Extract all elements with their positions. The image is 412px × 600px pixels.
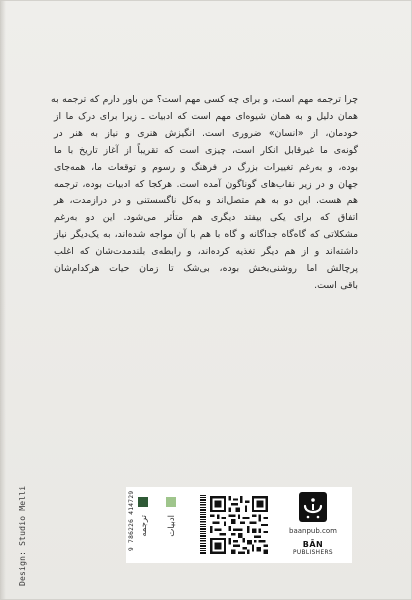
blurb-line: بوده، و به‌رغم تغییرات بزرگ در فرهنگ و رسوم و توقعات ما، همه‌جای <box>54 161 358 173</box>
publisher-block <box>278 491 348 561</box>
ban-logo-icon <box>299 492 327 522</box>
blurb-line: همان دلیل و به همان شیوه‌ای مهم است که ادبیات ـ زیرا برای درک ما از <box>54 110 358 122</box>
publisher-subtitle: PUBLISHERS <box>292 550 334 556</box>
square-swatch-icon <box>138 497 148 507</box>
blurb-line: هم هست. این دو به هم متصل‌اند و به‌کل ناگسستنی و در درازمدت، هر <box>54 195 358 207</box>
blurb-text <box>51 92 358 295</box>
blurb-line: اتفاق که برای یکی بیفتد دیگری هم متأثر می‌شود. این دو به‌رغم <box>54 212 358 224</box>
category-label: ترجمه <box>139 515 149 537</box>
info-box <box>126 487 352 563</box>
blurb-line: گونه‌ی ما غیرقابل انکار است، چیزی است که تقریباً از آغاز تاریخ با ما <box>54 144 358 156</box>
publisher-website: baanpub.com <box>289 527 337 535</box>
blurb-line: داشته‌اند و از هم دیگر تغذیه کرده‌اند، و رابطه‌ی بلندمدت‌شان که اغلب <box>54 246 358 258</box>
blurb-line: خودمان، از «انسان» ضروری است. انگیزش هنری و نیاز به هنر در <box>54 127 358 139</box>
square-swatch-icon <box>166 497 176 507</box>
category-label: ادبیات <box>167 515 177 537</box>
blurb-line: پرچالش اما روشنی‌بخش بوده، بی‌شک تا زمان حیات هرکدام‌شان <box>54 263 358 275</box>
blurb-line: جهان و در زیر نقاب‌های گوناگون آمده است. هرکجا که ادبیات بوده، ترجمه <box>54 178 358 190</box>
blurb-line: مشکلاتی که گاه‌گاه جداگانه و گاه با هم با آن مواجه شده‌اند، به یک‌دیگر نیاز <box>54 229 358 241</box>
category-tag-literature <box>162 497 180 537</box>
spine-shadow <box>0 0 6 600</box>
blurb-line: چرا ترجمه مهم است، و برای چه کسی مهم است؟ من باور دارم که ترجمه به <box>51 94 358 105</box>
designer-credit: Design: Studio Melli <box>18 485 27 586</box>
blurb-line: باقی است. <box>314 279 358 291</box>
category-tag-translation <box>134 497 152 537</box>
isbn-number: 9 786226 414729 <box>128 490 135 551</box>
publisher-name: BĀN <box>302 540 324 549</box>
barcode-icon <box>190 495 206 555</box>
qr-code-icon <box>210 496 268 554</box>
